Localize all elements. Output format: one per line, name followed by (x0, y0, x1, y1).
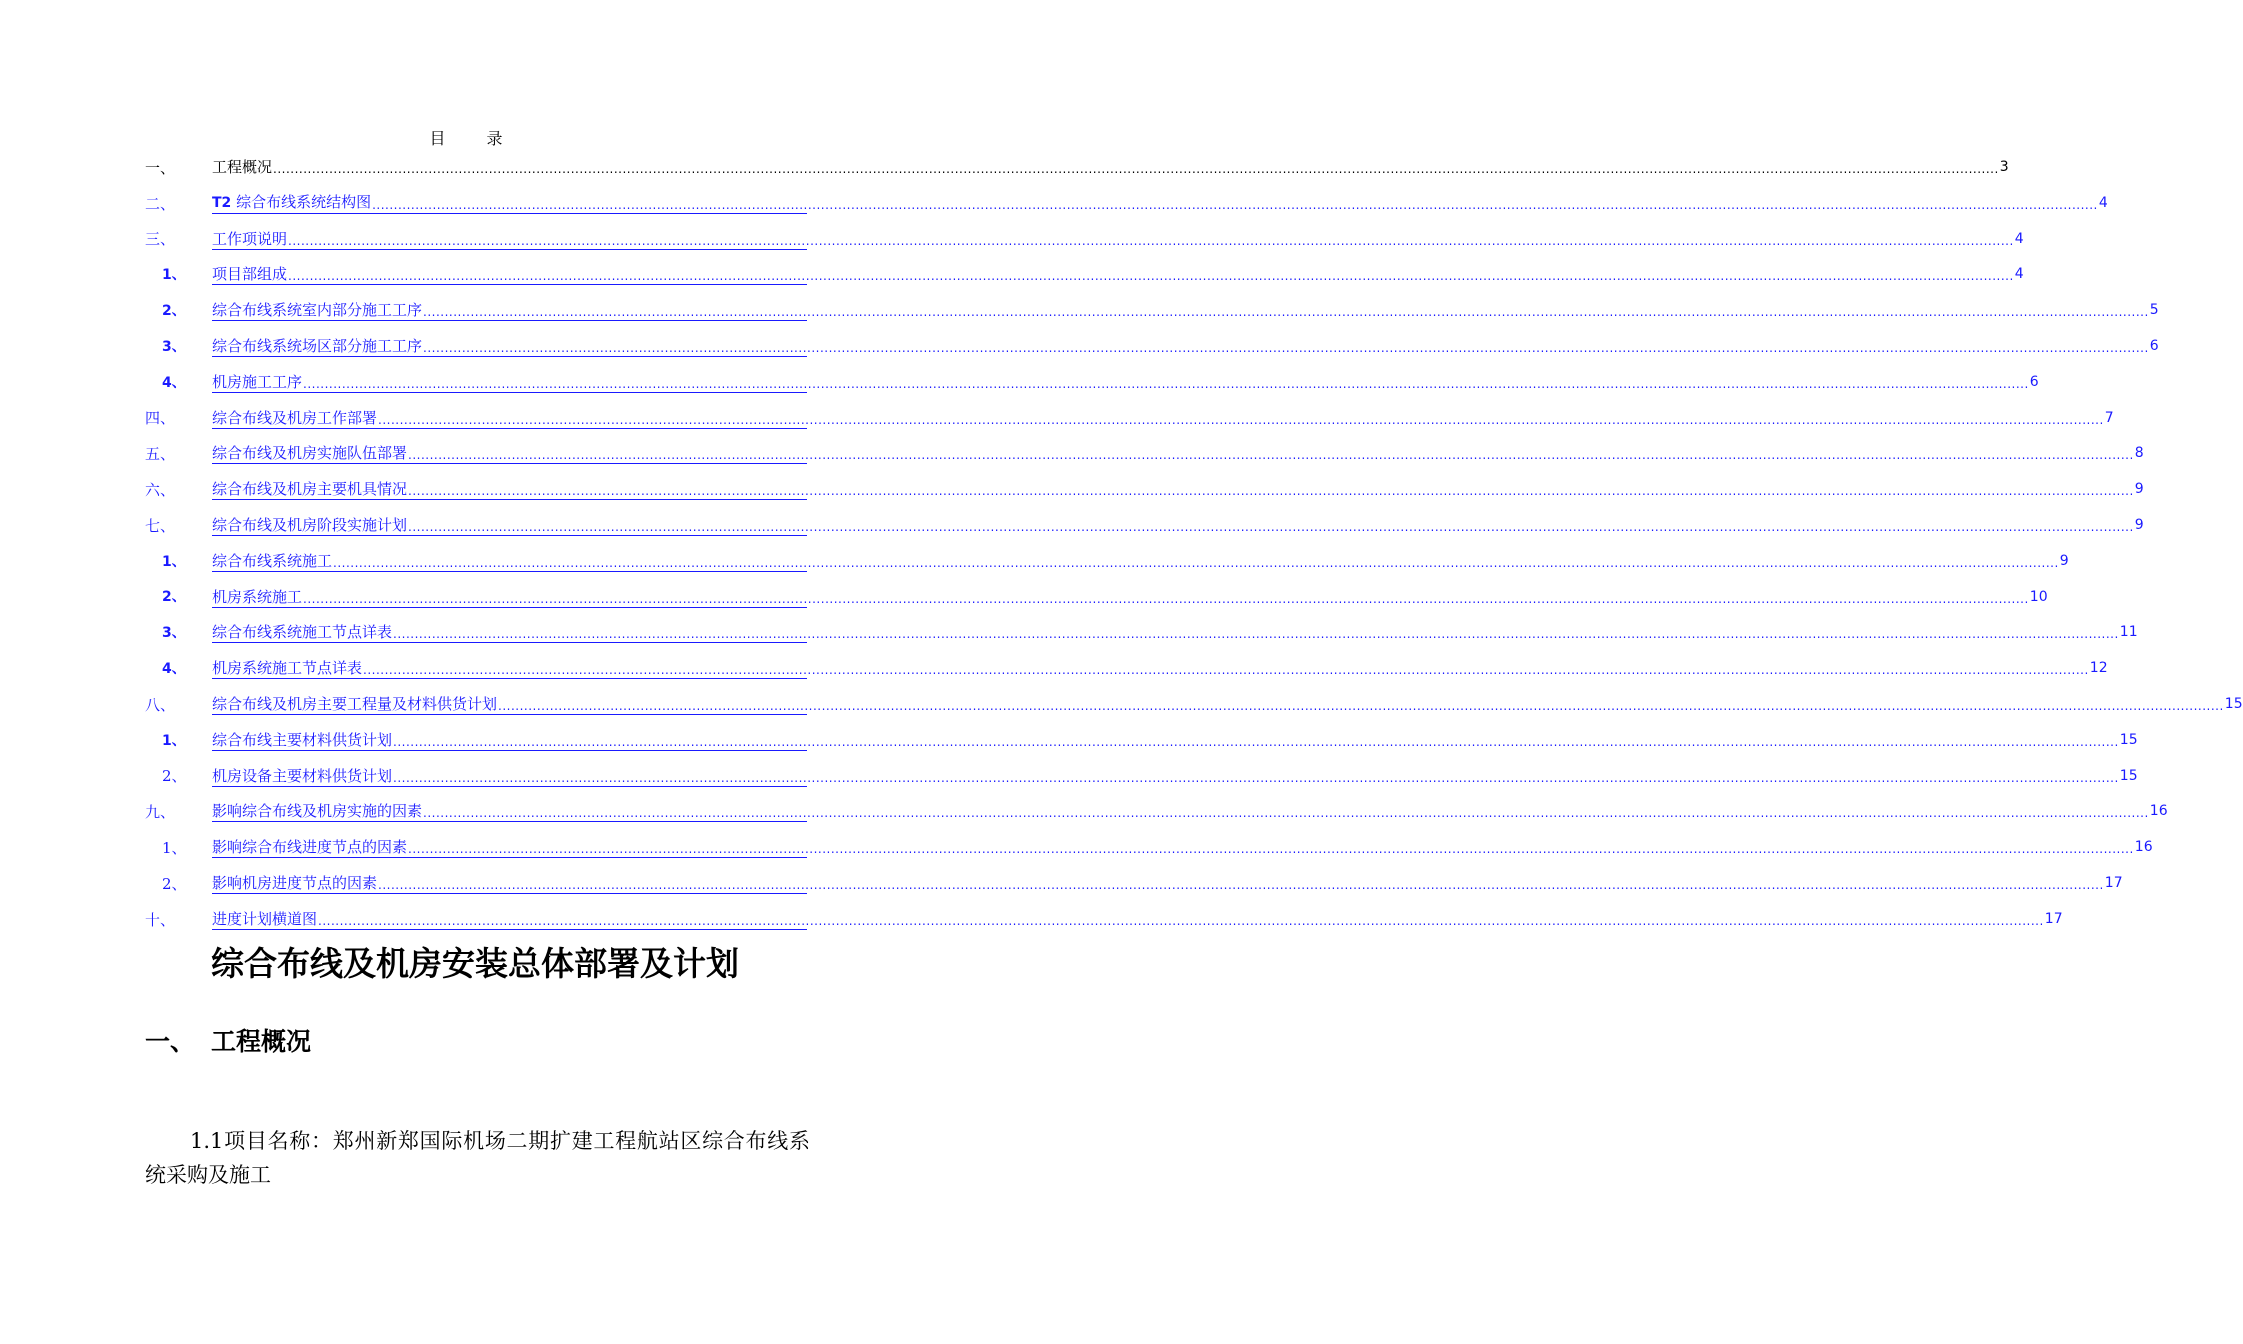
toc-entry[interactable] (145, 651, 2108, 687)
toc-entry-number: 五、 (145, 445, 176, 464)
toc-entry-number: 九、 (145, 803, 176, 822)
toc-entry[interactable] (145, 794, 2168, 830)
toc-entry-label (212, 192, 371, 213)
toc-entry[interactable] (145, 580, 2048, 616)
toc-page-number: 7 (2104, 409, 2114, 426)
toc-entry-link[interactable] (212, 479, 2144, 500)
toc-page-number: 12 (2089, 660, 2108, 677)
toc-dot-leader: ................................................................................................................................................................................................................................................................................................................................................................................................................ (393, 734, 2119, 749)
toc-entry-label-text: 机房系统施工节点详表 (212, 659, 363, 678)
toc-page-number: 9 (2059, 552, 2069, 569)
section-heading (145, 1022, 311, 1058)
toc-entry-label (212, 264, 287, 284)
toc-entry-number: 八、 (145, 695, 176, 714)
toc-entry-label (212, 587, 302, 607)
toc-entry-label (212, 658, 362, 678)
toc-entry-number: 七、 (145, 516, 176, 535)
toc-entry-number: 1、 (162, 732, 186, 749)
document-title: 综合布线及机房安装总体部署及计划 (211, 944, 739, 983)
toc-entry-link[interactable] (212, 372, 2039, 393)
section-number: 一、 (145, 1027, 196, 1056)
toc-entry[interactable] (145, 222, 2024, 258)
toc-dot-leader: ................................................................................................................................................................................................................................................................................................................................................................................................................ (303, 591, 2029, 606)
toc-entry-number: 三、 (145, 230, 176, 249)
toc-page-number: 9 (2134, 516, 2144, 533)
toc-entry-label-text: 综合布线系统施工 (212, 551, 333, 570)
toc-entry-number: 4、 (162, 661, 186, 678)
toc-entry-label-text: 综合布线主要材料供货计划 (212, 730, 393, 749)
toc-entry[interactable] (145, 830, 2153, 866)
toc-entry[interactable] (145, 866, 2123, 902)
toc-entry-label (212, 551, 332, 571)
table-of-contents (145, 150, 2243, 938)
toc-entry[interactable] (145, 759, 2138, 795)
toc-page-number: 3 (1999, 159, 2009, 175)
toc-entry-number: 2、 (162, 589, 186, 606)
toc-entry-link[interactable] (212, 873, 2123, 894)
toc-dot-leader: ................................................................................................................................................................................................................................................................................................................................................................................................................ (408, 519, 2134, 534)
toc-dot-leader: ................................................................................................................................................................................................................................................................................................................................................................................................................ (393, 770, 2119, 785)
toc-dot-leader: ................................................................................................................................................................................................................................................................................................................................................................................................................ (393, 627, 2119, 642)
toc-entry[interactable] (145, 329, 2159, 365)
toc-page-number: 15 (2119, 731, 2138, 748)
body-paragraph: 1.1项目名称：郑州新郑国际机场二期扩建工程航站区综合布线系统采购及施工 (145, 1129, 810, 1187)
toc-page-number: 15 (2224, 695, 2243, 712)
toc-page-number: 6 (2029, 373, 2039, 390)
toc-entry-label (212, 730, 392, 750)
toc-entry-label (212, 479, 407, 499)
toc-page-number: 11 (2119, 624, 2138, 641)
toc-entry-label-text: 综合布线及机房实施队伍部署 (212, 444, 408, 463)
toc-entry-link[interactable] (212, 192, 2108, 214)
toc-entry-link[interactable] (212, 515, 2144, 536)
toc-dot-leader: ................................................................................................................................................................................................................................................................................................................................................................................................................ (363, 663, 2089, 678)
toc-entry-link[interactable] (212, 336, 2159, 357)
toc-entry-label (212, 766, 392, 786)
toc-page-number: 4 (2014, 266, 2024, 283)
toc-entry-label (212, 336, 422, 356)
toc-entry-label-text: 机房设备主要材料供货计划 (212, 766, 393, 785)
toc-entry[interactable] (145, 615, 2138, 651)
toc-title: 目 录 (429, 129, 521, 148)
toc-entry[interactable] (145, 902, 2063, 938)
toc-entry-label (212, 873, 377, 893)
toc-entry-label-text: 项目部组成 (212, 265, 288, 284)
toc-entry-number: 1、 (162, 839, 187, 858)
toc-entry-link[interactable] (212, 801, 2168, 822)
toc-page-number: 9 (2134, 481, 2144, 498)
toc-entry-label-text: 机房施工工序 (212, 372, 303, 391)
toc-entry-link[interactable] (212, 837, 2153, 858)
toc-dot-leader: ................................................................................................................................................................................................................................................................................................................................................................................................................ (303, 376, 2029, 391)
toc-dot-leader: ................................................................................................................................................................................................................................................................................................................................................................................................................ (273, 162, 1999, 176)
toc-entry-number: 四、 (145, 409, 176, 428)
toc-dot-leader: ................................................................................................................................................................................................................................................................................................................................................................................................................ (408, 484, 2134, 499)
toc-entry[interactable] (145, 472, 2144, 508)
toc-entry-label-text: 综合布线系统施工节点详表 (212, 623, 393, 642)
toc-entry-number: 3、 (162, 338, 186, 355)
toc-entry-link[interactable] (212, 264, 2024, 285)
toc-entry-label-text: 工作项说明 (212, 229, 288, 248)
toc-entry-link[interactable] (212, 694, 2243, 715)
toc-page-number: 8 (2134, 445, 2144, 462)
toc-entry-number: 1、 (162, 553, 186, 570)
toc-dot-leader: ................................................................................................................................................................................................................................................................................................................................................................................................................ (498, 698, 2224, 713)
toc-entry-label (212, 909, 317, 929)
toc-dot-leader: ................................................................................................................................................................................................................................................................................................................................................................................................................ (372, 197, 2098, 212)
toc-entry[interactable] (145, 723, 2138, 759)
toc-entry-link[interactable] (212, 622, 2138, 643)
toc-page-number: 16 (2134, 839, 2153, 856)
toc-entry-link[interactable] (212, 443, 2144, 464)
toc-entry-label (212, 443, 407, 463)
toc-entry-number: 4、 (162, 374, 186, 391)
toc-dot-leader: ................................................................................................................................................................................................................................................................................................................................................................................................................ (378, 877, 2104, 892)
toc-entry-number: 3、 (162, 625, 186, 642)
toc-entry-label (212, 515, 407, 535)
toc-entry-label (212, 622, 392, 642)
toc-entry-label-text: 影响综合布线进度节点的因素 (212, 838, 408, 857)
toc-entry-number: 十、 (145, 910, 176, 929)
toc-entry-link[interactable] (212, 730, 2138, 751)
toc-page-number: 10 (2029, 588, 2048, 605)
toc-entry-label-text: 综合布线及机房阶段实施计划 (212, 515, 408, 534)
toc-dot-leader: ................................................................................................................................................................................................................................................................................................................................................................................................................ (423, 806, 2149, 821)
toc-entry-number: 2、 (162, 303, 186, 320)
toc-entry-number: 1、 (162, 267, 186, 284)
toc-entry-number: 一、 (145, 158, 176, 177)
toc-entry-label-text: 综合布线系统场区部分施工工序 (212, 336, 423, 355)
toc-page-number: 15 (2119, 767, 2138, 784)
toc-page-number: 5 (2149, 302, 2159, 319)
toc-entry-label-text: 综合布线及机房工作部署 (212, 408, 378, 427)
toc-entry-label (212, 372, 302, 392)
toc-entry-number: 2、 (162, 874, 187, 893)
toc-dot-leader: ................................................................................................................................................................................................................................................................................................................................................................................................................ (408, 842, 2134, 857)
toc-entry[interactable] (145, 186, 2108, 222)
toc-entry-label-text: 综合布线及机房主要工程量及材料供货计划 (212, 694, 498, 713)
toc-dot-leader: ................................................................................................................................................................................................................................................................................................................................................................................................................ (333, 555, 2059, 570)
toc-entry-link[interactable] (212, 587, 2048, 608)
toc-entry-link[interactable] (212, 909, 2063, 930)
toc-entry-number: 2、 (162, 767, 187, 786)
toc-entry-link[interactable] (212, 229, 2024, 250)
toc-dot-leader: ................................................................................................................................................................................................................................................................................................................................................................................................................ (423, 305, 2149, 320)
toc-entry-link[interactable] (212, 300, 2159, 321)
toc-entry-label (212, 157, 272, 177)
toc-entry[interactable] (145, 150, 2009, 186)
toc-entry-label-text: 影响机房进度节点的因素 (212, 873, 378, 892)
toc-entry[interactable] (145, 687, 2243, 723)
toc-page-number: 4 (2098, 194, 2108, 211)
toc-page-number: 4 (2014, 230, 2024, 247)
toc-dot-leader: ................................................................................................................................................................................................................................................................................................................................................................................................................ (423, 340, 2149, 355)
toc-page-number: 16 (2149, 803, 2168, 820)
toc-entry-label-text: 综合布线及机房主要机具情况 (212, 480, 408, 499)
toc-page-number: 17 (2044, 910, 2063, 927)
toc-entry-label-prefix: T2 (212, 194, 232, 211)
toc-entry[interactable] (145, 508, 2144, 544)
toc-dot-leader: ................................................................................................................................................................................................................................................................................................................................................................................................................ (318, 913, 2044, 928)
toc-entry[interactable] (145, 293, 2159, 329)
toc-entry-link[interactable] (212, 157, 2009, 177)
toc-entry-label (212, 801, 422, 821)
toc-entry-label (212, 300, 422, 320)
toc-dot-leader: ................................................................................................................................................................................................................................................................................................................................................................................................................ (378, 412, 2104, 427)
toc-dot-leader: ................................................................................................................................................................................................................................................................................................................................................................................................................ (288, 269, 2014, 284)
toc-entry[interactable] (145, 401, 2114, 437)
toc-entry[interactable] (145, 436, 2144, 472)
toc-entry-label-text: 综合布线系统结构图 (236, 192, 372, 211)
toc-entry-label-text: 工程概况 (212, 158, 273, 176)
toc-entry[interactable] (145, 544, 2069, 580)
toc-entry-link[interactable] (212, 551, 2069, 572)
toc-entry-label (212, 229, 287, 249)
toc-entry-label (212, 408, 377, 428)
toc-entry-link[interactable] (212, 408, 2114, 429)
section-title: 工程概况 (211, 1027, 312, 1056)
toc-dot-leader: ................................................................................................................................................................................................................................................................................................................................................................................................................ (408, 448, 2134, 463)
toc-entry-label (212, 694, 497, 714)
toc-entry-number: 六、 (145, 481, 176, 500)
toc-entry[interactable] (145, 365, 2039, 401)
toc-dot-leader: ................................................................................................................................................................................................................................................................................................................................................................................................................ (288, 233, 2014, 248)
toc-entry-number: 二、 (145, 194, 176, 213)
toc-entry-label-text: 综合布线系统室内部分施工工序 (212, 301, 423, 320)
toc-entry[interactable] (145, 257, 2024, 293)
toc-entry-label (212, 837, 407, 857)
toc-page-number: 17 (2104, 874, 2123, 891)
toc-entry-label-text: 进度计划横道图 (212, 909, 318, 928)
toc-entry-link[interactable] (212, 766, 2138, 787)
toc-entry-label-text: 影响综合布线及机房实施的因素 (212, 802, 423, 821)
toc-entry-link[interactable] (212, 658, 2108, 679)
toc-entry-label-text: 机房系统施工 (212, 587, 303, 606)
toc-page-number: 6 (2149, 337, 2159, 354)
